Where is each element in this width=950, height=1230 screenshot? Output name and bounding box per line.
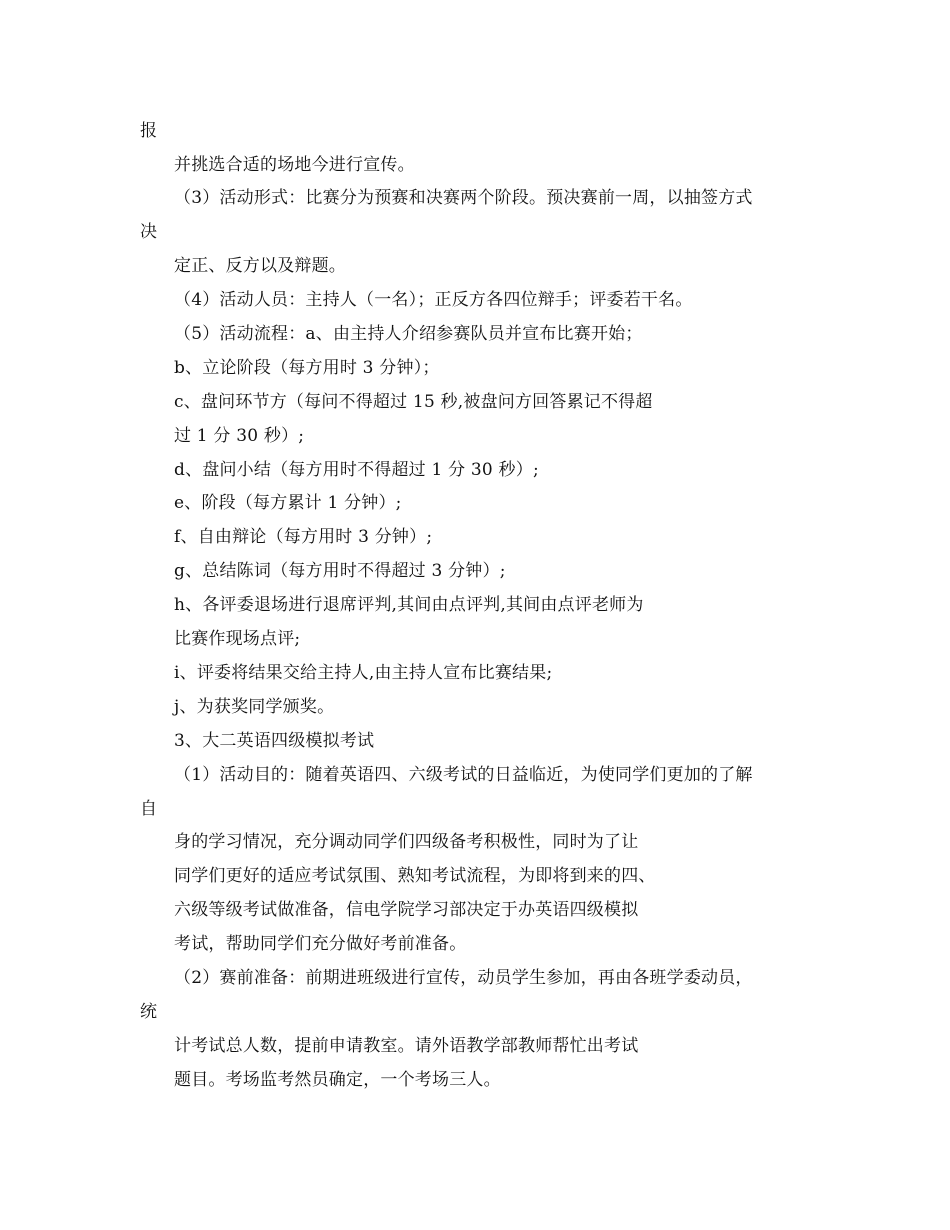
text-line: （5）活动流程：a、由主持人介绍参赛队员并宣布比赛开始； xyxy=(174,324,643,344)
text-line: 统 xyxy=(140,1002,158,1022)
text-line: 题目。考场监考然员确定，一个考场三人。 xyxy=(174,1070,501,1090)
text-line: （3）活动形式：比赛分为预赛和决赛两个阶段。预决赛前一周，以抽签方式 xyxy=(174,188,753,208)
text-line: 身的学习情况，充分调动同学们四级备考积极性，同时为了让 xyxy=(174,832,639,852)
text-line: 定正、反方以及辩题。 xyxy=(174,256,346,276)
text-line: 考试，帮助同学们充分做好考前准备。 xyxy=(174,934,467,954)
text-line: h、各评委退场进行退席评判,其间由点评判,其间由点评老师为 xyxy=(174,595,644,615)
text-line: 决 xyxy=(140,222,158,242)
text-line: 报 xyxy=(140,121,158,141)
text-line: 六级等级考试做准备，信电学院学习部决定于办英语四级模拟 xyxy=(174,900,639,920)
text-line: 3、大二英语四级模拟考试 xyxy=(174,731,375,751)
text-line: c、盘问环节方（每问不得超过 15 秒,被盘问方回答累记不得超 xyxy=(174,392,653,412)
text-line: （4）活动人员：主持人（一名）；正反方各四位辩手；评委若干名。 xyxy=(174,290,693,310)
text-line: f、自由辩论（每方用时 3 分钟）; xyxy=(174,527,433,547)
text-line: 计考试总人数，提前申请教室。请外语教学部教师帮忙出考试 xyxy=(174,1036,639,1056)
text-line: b、立论阶段（每方用时 3 分钟）； xyxy=(174,358,440,378)
text-line: 比赛作现场点评; xyxy=(174,629,301,649)
text-line: j、为获奖同学颁奖。 xyxy=(174,697,335,717)
text-line: i、评委将结果交给主持人,由主持人宣布比赛结果; xyxy=(174,663,553,683)
text-line: （1）活动目的：随着英语四、六级考试的日益临近，为使同学们更加的了解 xyxy=(174,765,753,785)
text-line: d、盘问小结（每方用时不得超过 1 分 30 秒）; xyxy=(174,460,539,480)
text-line: 自 xyxy=(140,799,158,819)
text-line: 同学们更好的适应考试氛围、熟知考试流程，为即将到来的四、 xyxy=(174,866,656,886)
text-line: e、阶段（每方累计 1 分钟）; xyxy=(174,493,402,513)
text-line: g、总结陈词（每方用时不得超过 3 分钟）; xyxy=(174,561,506,581)
text-line: 过 1 分 30 秒）; xyxy=(174,426,305,446)
text-line: 并挑选合适的场地今进行宣传。 xyxy=(174,155,415,175)
text-line: （2）赛前准备：前期进班级进行宣传，动员学生参加，再由各班学委动员， xyxy=(174,968,753,988)
